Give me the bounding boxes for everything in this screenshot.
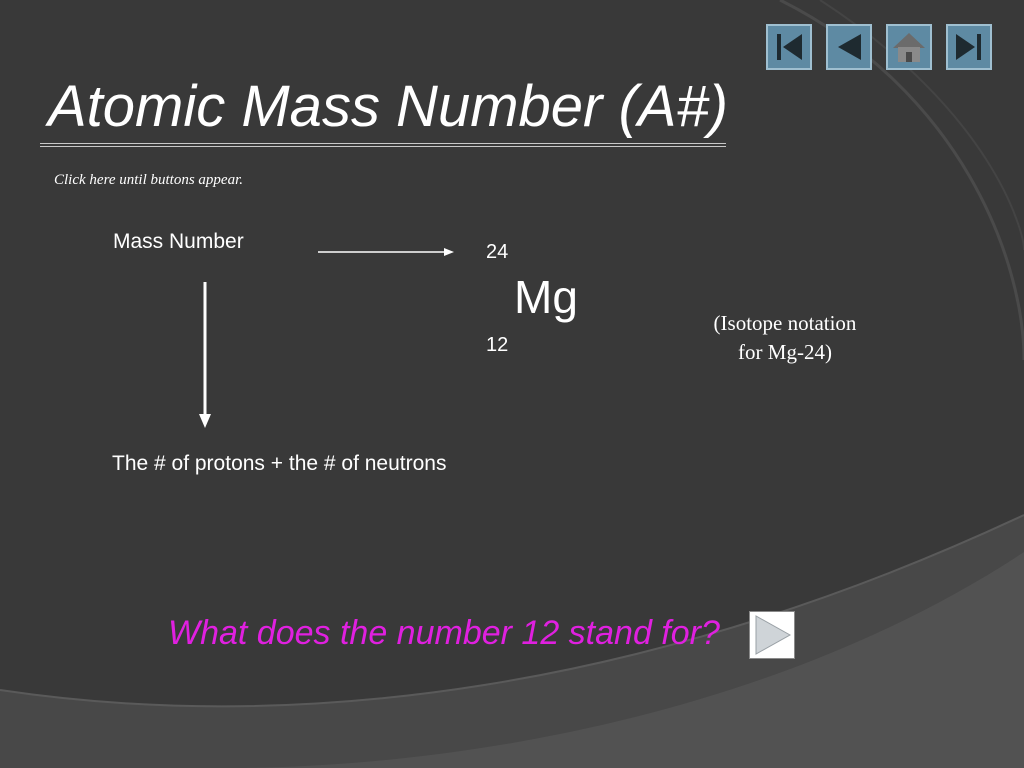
- mass-number-definition: The # of protons + the # of neutrons: [112, 452, 447, 475]
- next-slide-button[interactable]: [749, 611, 795, 659]
- home-icon: [888, 26, 930, 68]
- slide-navigation: [766, 24, 994, 70]
- first-slide-icon: [768, 26, 810, 68]
- previous-slide-icon: [828, 26, 870, 68]
- first-slide-button[interactable]: [766, 24, 812, 70]
- question-text: What does the number 12 stand for?: [168, 614, 720, 652]
- isotope-note-line-1: (Isotope notation: [713, 311, 857, 335]
- element-symbol: Mg: [514, 271, 578, 323]
- isotope-notation-note: [680, 309, 890, 368]
- click-hint-link[interactable]: Click here until buttons appear.: [54, 172, 244, 188]
- title-underline: [40, 143, 726, 147]
- slide-title: Atomic Mass Number (A#): [48, 74, 729, 139]
- previous-slide-button[interactable]: [826, 24, 872, 70]
- last-slide-icon: [948, 26, 990, 68]
- mass-number-label: Mass Number: [113, 230, 244, 253]
- isotope-note-line-2: for Mg-24): [738, 340, 832, 365]
- last-slide-button[interactable]: [946, 24, 992, 70]
- mass-number-value: 24: [486, 241, 509, 263]
- home-button[interactable]: [886, 24, 932, 70]
- atomic-number-value: 12: [486, 334, 509, 356]
- play-icon: [750, 612, 794, 658]
